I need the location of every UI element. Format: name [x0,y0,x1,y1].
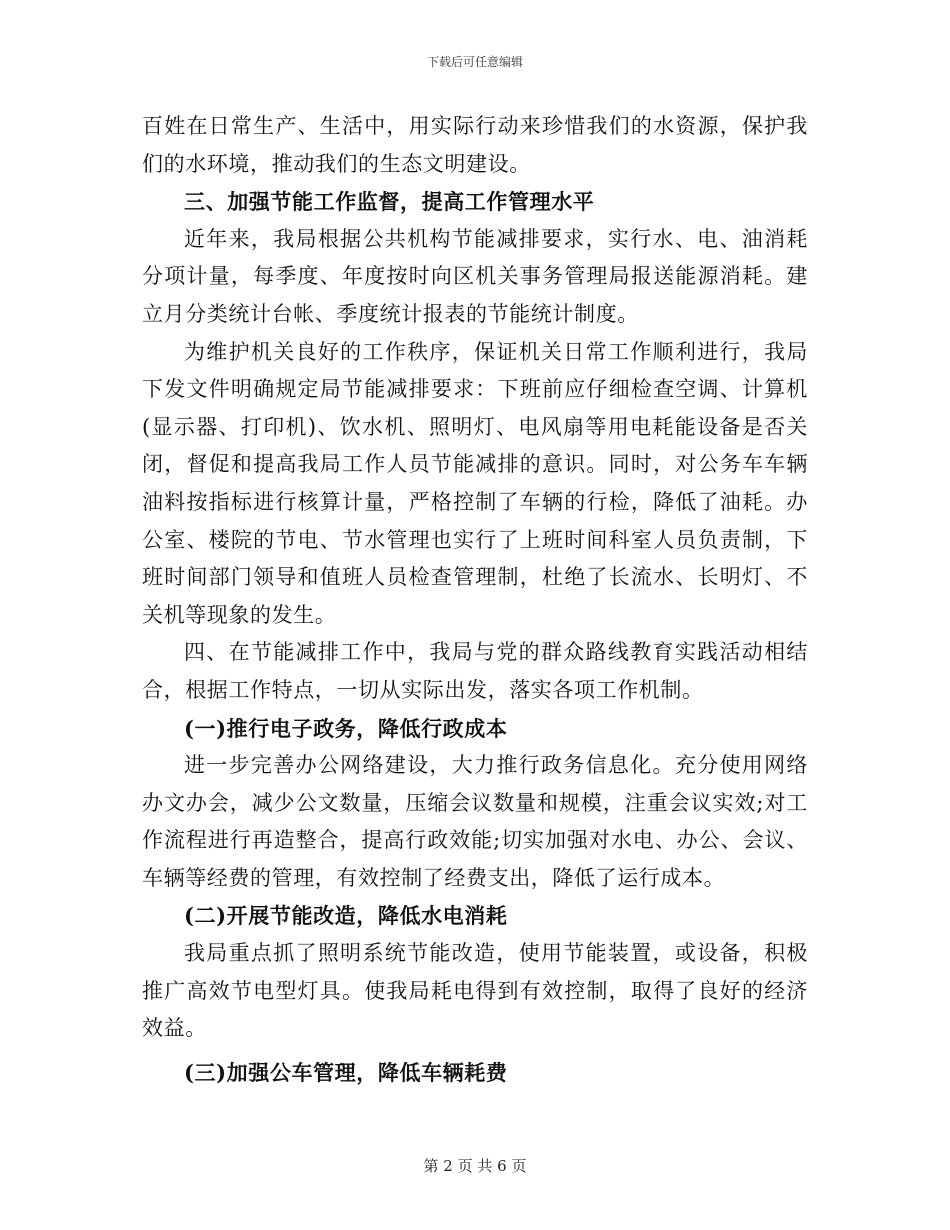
paragraph-2: 近年来，我局根据公共机构节能减排要求，实行水、电、油消耗分项计量，每季度、年度按时向区机关事务管理局报送能源消耗。建立月分类统计台帐、季度统计报表的节能统计制度。 [142,226,808,326]
document-body [142,108,808,1091]
paragraph-5: 进一步完善办公网络建设，大力推行政务信息化。充分使用网络办文办会，减少公文数量，压缩会议数量和规模，注重会议实效;对工作流程进行再造整合，提高行政效能;切实加强对水电、办公、会议、车辆等经费的管理，有效控制了经费支出，降低了运行成本。 [142,753,808,890]
subsection-heading-1: (一)推行电子政务，降低行政成本 [184,715,508,741]
paragraph-1: 百姓在日常生产、生活中，用实际行动来珍惜我们的水资源，保护我们的水环境，推动我们的生态文明建设。 [142,114,808,176]
subsection-heading-2: (二)开展节能改造，降低水电消耗 [184,903,508,929]
subsection-heading-3: (三)加强公车管理，降低车辆耗费 [184,1059,508,1085]
paragraph-6: 我局重点抓了照明系统节能改造，使用节能装置，或设备，积极推广高效节电型灯具。使我局耗电得到有效控制，取得了良好的经济效益。 [142,941,808,1041]
section-heading-3: 三、加强节能工作监督，提高工作管理水平 [184,189,595,215]
page-header-note: 下载后可任意编辑 [426,55,523,69]
paragraph-3: 为维护机关良好的工作秩序，保证机关日常工作顺利进行，我局下发文件明确规定局节能减排要求：下班前应仔细检查空调、计算机(显示器、打印机)、饮水机、照明灯、电风扇等用电耗能设备是否关闭，督促和提高我局工作人员节能减排的意识。同时，对公务车车辆油料按指标进行核算计量，严格控制了车辆的行检，降低了油耗。办公室、楼院的节电、节水管理也实行了上班时间科室人员负责制，下班时间部门领导和值班人员检查管理制，杜绝了长流水、长明灯、不关机等现象的发生。 [142,339,808,627]
page-number: 第 2 页 共 6 页 [423,1157,527,1175]
paragraph-4: 四、在节能减排工作中，我局与党的群众路线教育实践活动相结合，根据工作特点，一切从实际出发，落实各项工作机制。 [142,640,808,702]
